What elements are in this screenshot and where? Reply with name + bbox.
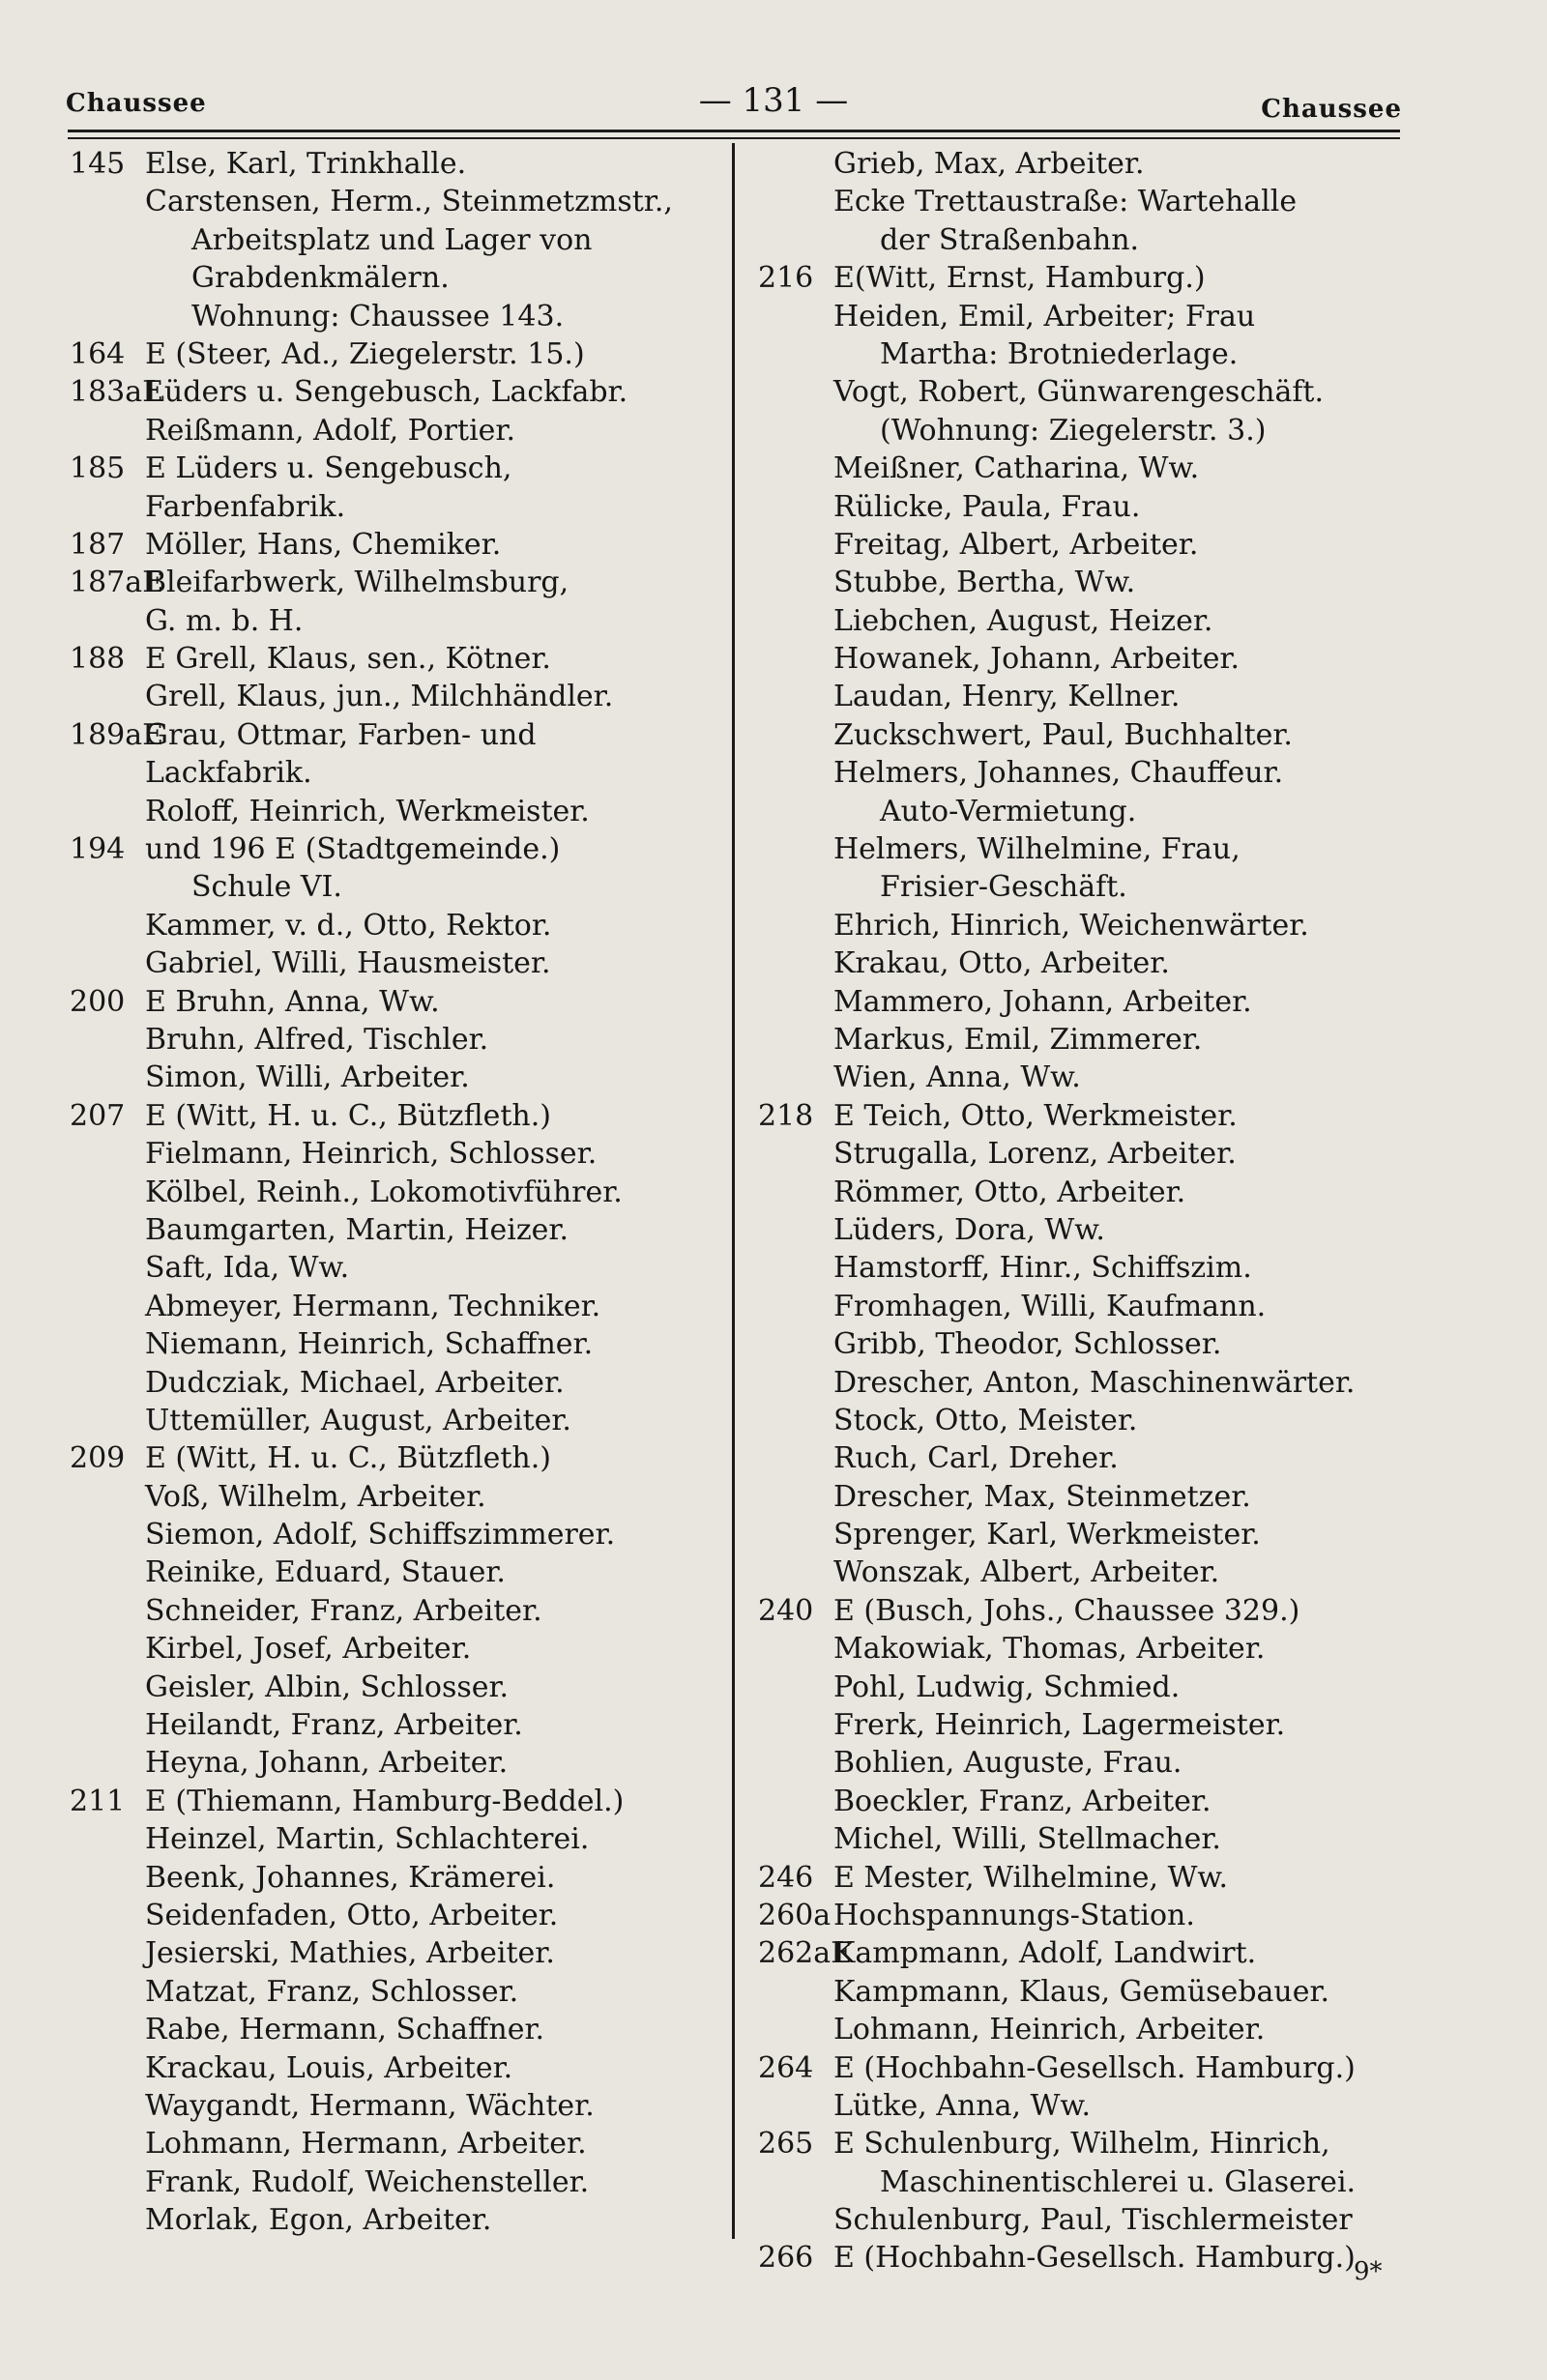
- entry-text: Siemon, Adolf, Schiffszimmerer.: [145, 1518, 616, 1553]
- entry-text: Ecke Trettaustraße: Wartehalle: [833, 185, 1298, 219]
- entry-text: Lohmann, Heinrich, Arbeiter.: [833, 2013, 1266, 2047]
- entry-text: Michel, Willi, Stellmacher.: [833, 1822, 1221, 1857]
- directory-entry-line: [70, 1021, 717, 1059]
- entry-text: E (Steer, Ad., Ziegelerstr. 15.): [145, 336, 585, 371]
- directory-entry-line: [70, 335, 717, 373]
- entry-text: Römmer, Otto, Arbeiter.: [833, 1175, 1186, 1209]
- directory-entry-line: [758, 1783, 1416, 1820]
- directory-entry-line: [758, 335, 1416, 373]
- directory-entry-line: [70, 1744, 717, 1782]
- directory-entry-line: [758, 1973, 1416, 2011]
- entry-text: E (Witt, H. u. C., Bützfleth.): [145, 1441, 551, 1476]
- directory-entry-line: [758, 183, 1416, 220]
- entry-text: Schule VI.: [191, 870, 342, 905]
- house-number: 211: [70, 1784, 126, 1818]
- directory-entry-line: [758, 1135, 1416, 1173]
- house-number: 188: [70, 642, 126, 677]
- house-number: 209: [70, 1441, 126, 1476]
- house-number: 262aE: [758, 1936, 853, 1971]
- entry-text: E Mester, Wilhelmine, Ww.: [833, 1860, 1229, 1895]
- directory-entry-line: [758, 602, 1416, 640]
- house-number: 264: [758, 2050, 814, 2085]
- directory-entry-line: [70, 907, 717, 944]
- entry-text: Martha: Brotniederlage.: [880, 336, 1239, 371]
- directory-entry-line: [758, 754, 1416, 792]
- directory-entry-line: [70, 1059, 717, 1096]
- entry-text: Mammero, Johann, Arbeiter.: [833, 984, 1252, 1019]
- entry-text: Auto-Vermietung.: [880, 794, 1137, 828]
- entry-text: Carstensen, Herm., Steinmetzmstr.,: [145, 185, 673, 219]
- entry-text: E (Hochbahn-Gesellsch. Hamburg.): [833, 2241, 1356, 2276]
- entry-text: Grabdenkmälern.: [191, 261, 450, 296]
- entry-text: Jesierski, Mathies, Arbeiter.: [145, 1936, 555, 1971]
- left-column: [70, 145, 717, 2239]
- directory-entry-line: [758, 1553, 1416, 1591]
- entry-text: Bohlien, Auguste, Frau.: [833, 1746, 1182, 1781]
- right-column: [758, 145, 1416, 2278]
- page-number: — 131 —: [698, 81, 849, 120]
- house-number: 218: [758, 1098, 814, 1133]
- entry-text: Gribb, Theodor, Schlosser.: [833, 1327, 1222, 1362]
- entry-text: Möller, Hans, Chemiker.: [145, 527, 502, 562]
- entry-text: Arbeitsplatz und Lager von: [191, 222, 593, 257]
- directory-entry-line: [70, 716, 717, 754]
- directory-entry-line: [758, 2011, 1416, 2048]
- entry-text: Pohl, Ludwig, Schmied.: [833, 1669, 1181, 1704]
- entry-text: Fromhagen, Willi, Kaufmann.: [833, 1289, 1267, 1323]
- directory-entry-line: [758, 450, 1416, 487]
- directory-entry-line: [70, 526, 717, 564]
- entry-text: Meißner, Catharina, Ww.: [833, 451, 1200, 486]
- directory-entry-line: [70, 1439, 717, 1477]
- entry-text: Krakau, Otto, Arbeiter.: [833, 946, 1170, 981]
- directory-entry-line: [758, 2049, 1416, 2087]
- header-rule-bottom: [68, 137, 1400, 139]
- house-number: 207: [70, 1098, 126, 1133]
- directory-entry-line: [70, 145, 717, 183]
- directory-entry-line: [70, 1934, 717, 1972]
- entry-text: Heinzel, Martin, Schlachterei.: [145, 1822, 590, 1857]
- entry-text: Fielmann, Heinrich, Schlosser.: [145, 1137, 598, 1172]
- entry-text: Helmers, Johannes, Chauffeur.: [833, 756, 1284, 791]
- directory-entry-line: [70, 640, 717, 678]
- signature-mark: 9*: [1354, 2257, 1383, 2286]
- directory-entry-line: [70, 830, 717, 868]
- house-number: 164: [70, 336, 126, 371]
- directory-entry-line: [758, 2087, 1416, 2125]
- house-number: 185: [70, 451, 126, 486]
- header-rule-top: [68, 130, 1400, 132]
- directory-entry-line: [70, 793, 717, 830]
- entry-text: Ruch, Carl, Dreher.: [833, 1441, 1119, 1476]
- directory-entry-line: [758, 1592, 1416, 1630]
- entry-text: Roloff, Heinrich, Werkmeister.: [145, 794, 590, 828]
- entry-text: Seidenfaden, Otto, Arbeiter.: [145, 1898, 559, 1932]
- entry-text: E (Busch, Johs., Chaussee 329.): [833, 1593, 1300, 1628]
- entry-text: Stock, Otto, Meister.: [833, 1403, 1138, 1437]
- directory-entry-line: [70, 2011, 717, 2048]
- entry-text: Rabe, Hermann, Schaffner.: [145, 2013, 545, 2047]
- directory-entry-line: [758, 1288, 1416, 1325]
- directory-entry-line: [70, 1174, 717, 1211]
- directory-entry-line: [70, 1364, 717, 1402]
- directory-entry-line: [70, 868, 717, 906]
- entry-text: Grau, Ottmar, Farben- und: [145, 717, 537, 752]
- entry-text: Uttemüller, August, Arbeiter.: [145, 1403, 571, 1437]
- directory-entry-line: [758, 1174, 1416, 1211]
- entry-text: E Teich, Otto, Werkmeister.: [833, 1098, 1238, 1133]
- directory-entry-line: [758, 716, 1416, 754]
- directory-entry-line: [70, 1859, 717, 1897]
- entry-text: Heyna, Johann, Arbeiter.: [145, 1746, 509, 1781]
- entry-text: E (Witt, H. u. C., Bützfleth.): [145, 1098, 551, 1133]
- directory-entry-line: [70, 1706, 717, 1744]
- directory-entry-line: [70, 1553, 717, 1591]
- directory-entry-line: [758, 1669, 1416, 1706]
- column-divider: [732, 143, 735, 2239]
- directory-entry-line: [758, 1516, 1416, 1553]
- directory-entry-line: [70, 1097, 717, 1135]
- entry-text: Lüders u. Sengebusch, Lackfabr.: [145, 375, 628, 410]
- directory-entry-line: [70, 1783, 717, 1820]
- entry-text: Lackfabrik.: [145, 756, 312, 791]
- directory-entry-line: [758, 488, 1416, 526]
- entry-text: Heiden, Emil, Arbeiter; Frau: [833, 299, 1256, 334]
- directory-entry-line: [758, 1859, 1416, 1897]
- entry-text: Frerk, Heinrich, Lagermeister.: [833, 1708, 1286, 1743]
- directory-entry-line: [70, 1973, 717, 2011]
- entry-text: Helmers, Wilhelmine, Frau,: [833, 832, 1241, 867]
- entry-text: Schulenburg, Paul, Tischlermeister: [833, 2203, 1353, 2238]
- directory-entry-line: [758, 2201, 1416, 2239]
- entry-text: Simon, Willi, Arbeiter.: [145, 1060, 470, 1095]
- entry-text: Heilandt, Franz, Arbeiter.: [145, 1708, 523, 1743]
- entry-text: Morlak, Egon, Arbeiter.: [145, 2203, 492, 2238]
- entry-text: Wohnung: Chaussee 143.: [191, 299, 565, 334]
- entry-text: Lütke, Anna, Ww.: [833, 2088, 1092, 2123]
- page-header: [0, 0, 1547, 135]
- house-number: 240: [758, 1593, 814, 1628]
- directory-entry-line: [758, 678, 1416, 715]
- directory-entry-line: [758, 1211, 1416, 1249]
- directory-entry-line: [70, 2087, 717, 2125]
- directory-entry-line: [758, 1439, 1416, 1477]
- directory-entry-line: [758, 793, 1416, 830]
- entry-text: Ehrich, Hinrich, Weichenwärter.: [833, 908, 1309, 943]
- entry-text: Liebchen, August, Heizer.: [833, 603, 1213, 638]
- house-number: 145: [70, 147, 126, 181]
- directory-entry-line: [758, 526, 1416, 564]
- directory-entry-line: [70, 602, 717, 640]
- entry-text: der Straßenbahn.: [880, 222, 1140, 257]
- entry-text: Maschinentischlerei u. Glaserei.: [880, 2164, 1357, 2199]
- directory-entry-line: [758, 640, 1416, 678]
- directory-entry-line: [758, 373, 1416, 411]
- directory-entry-line: [758, 1630, 1416, 1668]
- directory-entry-line: [758, 1706, 1416, 1744]
- entry-text: E (Hochbahn-Gesellsch. Hamburg.): [833, 2050, 1356, 2085]
- directory-entry-line: [758, 221, 1416, 259]
- directory-entry-line: [758, 1934, 1416, 1972]
- directory-entry-line: [758, 2239, 1416, 2277]
- house-number: 200: [70, 984, 126, 1019]
- directory-entry-line: [758, 1820, 1416, 1858]
- directory-entry-line: [758, 1744, 1416, 1782]
- directory-entry-line: [70, 983, 717, 1021]
- directory-entry-line: [758, 830, 1416, 868]
- entry-text: Geisler, Albin, Schlosser.: [145, 1669, 510, 1704]
- entry-text: Grell, Klaus, jun., Milchhändler.: [145, 680, 614, 714]
- directory-entry-line: [70, 298, 717, 335]
- directory-entry-line: [758, 1364, 1416, 1402]
- entry-text: Beenk, Johannes, Krämerei.: [145, 1860, 556, 1895]
- entry-text: Bruhn, Alfred, Tischler.: [145, 1022, 489, 1057]
- directory-entry-line: [70, 183, 717, 220]
- entry-text: Lohmann, Hermann, Arbeiter.: [145, 2127, 587, 2162]
- entry-text: Vogt, Robert, Günwarengeschäft.: [833, 375, 1325, 410]
- directory-entry-line: [758, 1021, 1416, 1059]
- directory-entry-line: [70, 754, 717, 792]
- entry-text: Bleifarbwerk, Wilhelmsburg,: [145, 566, 569, 600]
- directory-entry-line: [70, 1592, 717, 1630]
- directory-entry-line: [758, 1097, 1416, 1135]
- directory-entry-line: [70, 1288, 717, 1325]
- directory-entry-line: [758, 907, 1416, 944]
- directory-entry-line: [758, 145, 1416, 183]
- entry-text: E Schulenburg, Wilhelm, Hinrich,: [833, 2127, 1330, 2162]
- directory-entry-line: [758, 983, 1416, 1021]
- entry-text: Matzat, Franz, Schlosser.: [145, 1974, 519, 2009]
- entry-text: Gabriel, Willi, Hausmeister.: [145, 946, 551, 981]
- entry-text: Kampmann, Adolf, Landwirt.: [833, 1936, 1257, 1971]
- directory-entry-line: [70, 1478, 717, 1516]
- entry-text: Voß, Wilhelm, Arbeiter.: [145, 1479, 486, 1514]
- directory-entry-line: [70, 1402, 717, 1439]
- entry-text: G. m. b. H.: [145, 603, 304, 638]
- directory-entry-line: [758, 1059, 1416, 1096]
- entry-text: Reißmann, Adolf, Portier.: [145, 413, 516, 448]
- entry-text: Howanek, Johann, Arbeiter.: [833, 642, 1241, 677]
- directory-entry-line: [70, 1669, 717, 1706]
- house-number: 189aE: [70, 717, 164, 752]
- entry-text: Baumgarten, Martin, Heizer.: [145, 1212, 569, 1247]
- directory-entry-line: [70, 678, 717, 715]
- entry-text: Sprenger, Karl, Werkmeister.: [833, 1518, 1261, 1553]
- directory-entry-line: [758, 868, 1416, 906]
- house-number: 266: [758, 2241, 814, 2276]
- entry-text: Wonszak, Albert, Arbeiter.: [833, 1555, 1220, 1590]
- directory-entry-line: [758, 1402, 1416, 1439]
- directory-entry-line: [70, 2125, 717, 2162]
- entry-text: Dudcziak, Michael, Arbeiter.: [145, 1365, 565, 1400]
- entry-text: Drescher, Anton, Maschinenwärter.: [833, 1365, 1356, 1400]
- directory-entry-line: [758, 564, 1416, 601]
- entry-text: E(Witt, Ernst, Hamburg.): [833, 261, 1206, 296]
- directory-entry-line: [70, 450, 717, 487]
- house-number: 194: [70, 832, 126, 867]
- directory-entry-line: [70, 1820, 717, 1858]
- directory-entry-line: [70, 1249, 717, 1287]
- house-number: 187aE: [70, 566, 164, 600]
- directory-entry-line: [70, 944, 717, 982]
- directory-entry-line: [70, 1135, 717, 1173]
- directory-entry-line: [758, 412, 1416, 450]
- house-number: 260a: [758, 1898, 832, 1932]
- house-number: 265: [758, 2127, 814, 2162]
- entry-text: Boeckler, Franz, Arbeiter.: [833, 1784, 1211, 1818]
- directory-entry-line: [70, 259, 717, 297]
- directory-entry-line: [758, 1249, 1416, 1287]
- entry-text: Freitag, Albert, Arbeiter.: [833, 527, 1199, 562]
- entry-text: und 196 E (Stadtgemeinde.): [145, 832, 561, 867]
- directory-entry-line: [70, 1630, 717, 1668]
- directory-entry-line: [758, 1897, 1416, 1934]
- entry-text: Reinike, Eduard, Stauer.: [145, 1555, 506, 1590]
- entry-text: Else, Karl, Trinkhalle.: [145, 147, 467, 181]
- entry-text: Markus, Emil, Zimmerer.: [833, 1022, 1203, 1057]
- entry-text: Stubbe, Bertha, Ww.: [833, 566, 1136, 600]
- directory-entry-line: [70, 2201, 717, 2239]
- entry-text: E (Thiemann, Hamburg-Beddel.): [145, 1784, 625, 1818]
- entry-text: Laudan, Henry, Kellner.: [833, 680, 1181, 714]
- entry-text: Frank, Rudolf, Weichensteller.: [145, 2164, 590, 2199]
- directory-entry-line: [758, 1478, 1416, 1516]
- entry-text: Krackau, Louis, Arbeiter.: [145, 2050, 513, 2085]
- house-number: 246: [758, 1860, 814, 1895]
- house-number: 216: [758, 261, 814, 296]
- entry-text: Lüders, Dora, Ww.: [833, 1212, 1105, 1247]
- entry-text: Abmeyer, Hermann, Techniker.: [145, 1289, 601, 1323]
- entry-text: Saft, Ida, Ww.: [145, 1251, 350, 1286]
- entry-text: E Bruhn, Anna, Ww.: [145, 984, 440, 1019]
- directory-entry-line: [758, 298, 1416, 335]
- directory-entry-line: [758, 259, 1416, 297]
- entry-text: Schneider, Franz, Arbeiter.: [145, 1593, 542, 1628]
- entry-text: Frisier-Geschäft.: [880, 870, 1127, 905]
- directory-entry-line: [70, 1897, 717, 1934]
- running-head-left: Chaussee: [66, 89, 207, 118]
- running-head-right: Chaussee: [1261, 95, 1402, 124]
- entry-text: Kirbel, Josef, Arbeiter.: [145, 1632, 472, 1667]
- entry-text: Kampmann, Klaus, Gemüsebauer.: [833, 1974, 1330, 2009]
- directory-entry-line: [758, 2125, 1416, 2162]
- entry-text: Hochspannungs-Station.: [833, 1898, 1195, 1932]
- directory-entry-line: [758, 944, 1416, 982]
- entry-text: Drescher, Max, Steinmetzer.: [833, 1479, 1251, 1514]
- directory-entry-line: [70, 221, 717, 259]
- house-number: 183aE: [70, 375, 164, 410]
- directory-entry-line: [70, 373, 717, 411]
- entry-text: Niemann, Heinrich, Schaffner.: [145, 1327, 594, 1362]
- entry-text: Waygandt, Hermann, Wächter.: [145, 2088, 595, 2123]
- entry-text: Makowiak, Thomas, Arbeiter.: [833, 1632, 1266, 1667]
- directory-entry-line: [70, 1211, 717, 1249]
- directory-entry-line: [70, 1325, 717, 1363]
- directory-entry-line: [70, 488, 717, 526]
- directory-entry-line: [70, 1516, 717, 1553]
- entry-text: E Grell, Klaus, sen., Kötner.: [145, 642, 551, 677]
- entry-text: Hamstorff, Hinr., Schiffszim.: [833, 1251, 1252, 1286]
- entry-text: Grieb, Max, Arbeiter.: [833, 147, 1145, 181]
- house-number: 187: [70, 527, 126, 562]
- entry-text: E Lüders u. Sengebusch,: [145, 451, 512, 486]
- directory-entry-line: [70, 2163, 717, 2201]
- entry-text: Farbenfabrik.: [145, 489, 346, 524]
- directory-entry-line: [758, 2163, 1416, 2201]
- directory-entry-line: [758, 1325, 1416, 1363]
- directory-entry-line: [70, 412, 717, 450]
- entry-text: Strugalla, Lorenz, Arbeiter.: [833, 1137, 1237, 1172]
- directory-entry-line: [70, 564, 717, 601]
- entry-text: (Wohnung: Ziegelerstr. 3.): [880, 413, 1267, 448]
- entry-text: Kölbel, Reinh., Lokomotivführer.: [145, 1175, 623, 1209]
- entry-text: Kammer, v. d., Otto, Rektor.: [145, 908, 552, 943]
- entry-text: Wien, Anna, Ww.: [833, 1060, 1081, 1095]
- entry-text: Zuckschwert, Paul, Buchhalter.: [833, 717, 1293, 752]
- directory-entry-line: [70, 2049, 717, 2087]
- entry-text: Rülicke, Paula, Frau.: [833, 489, 1141, 524]
